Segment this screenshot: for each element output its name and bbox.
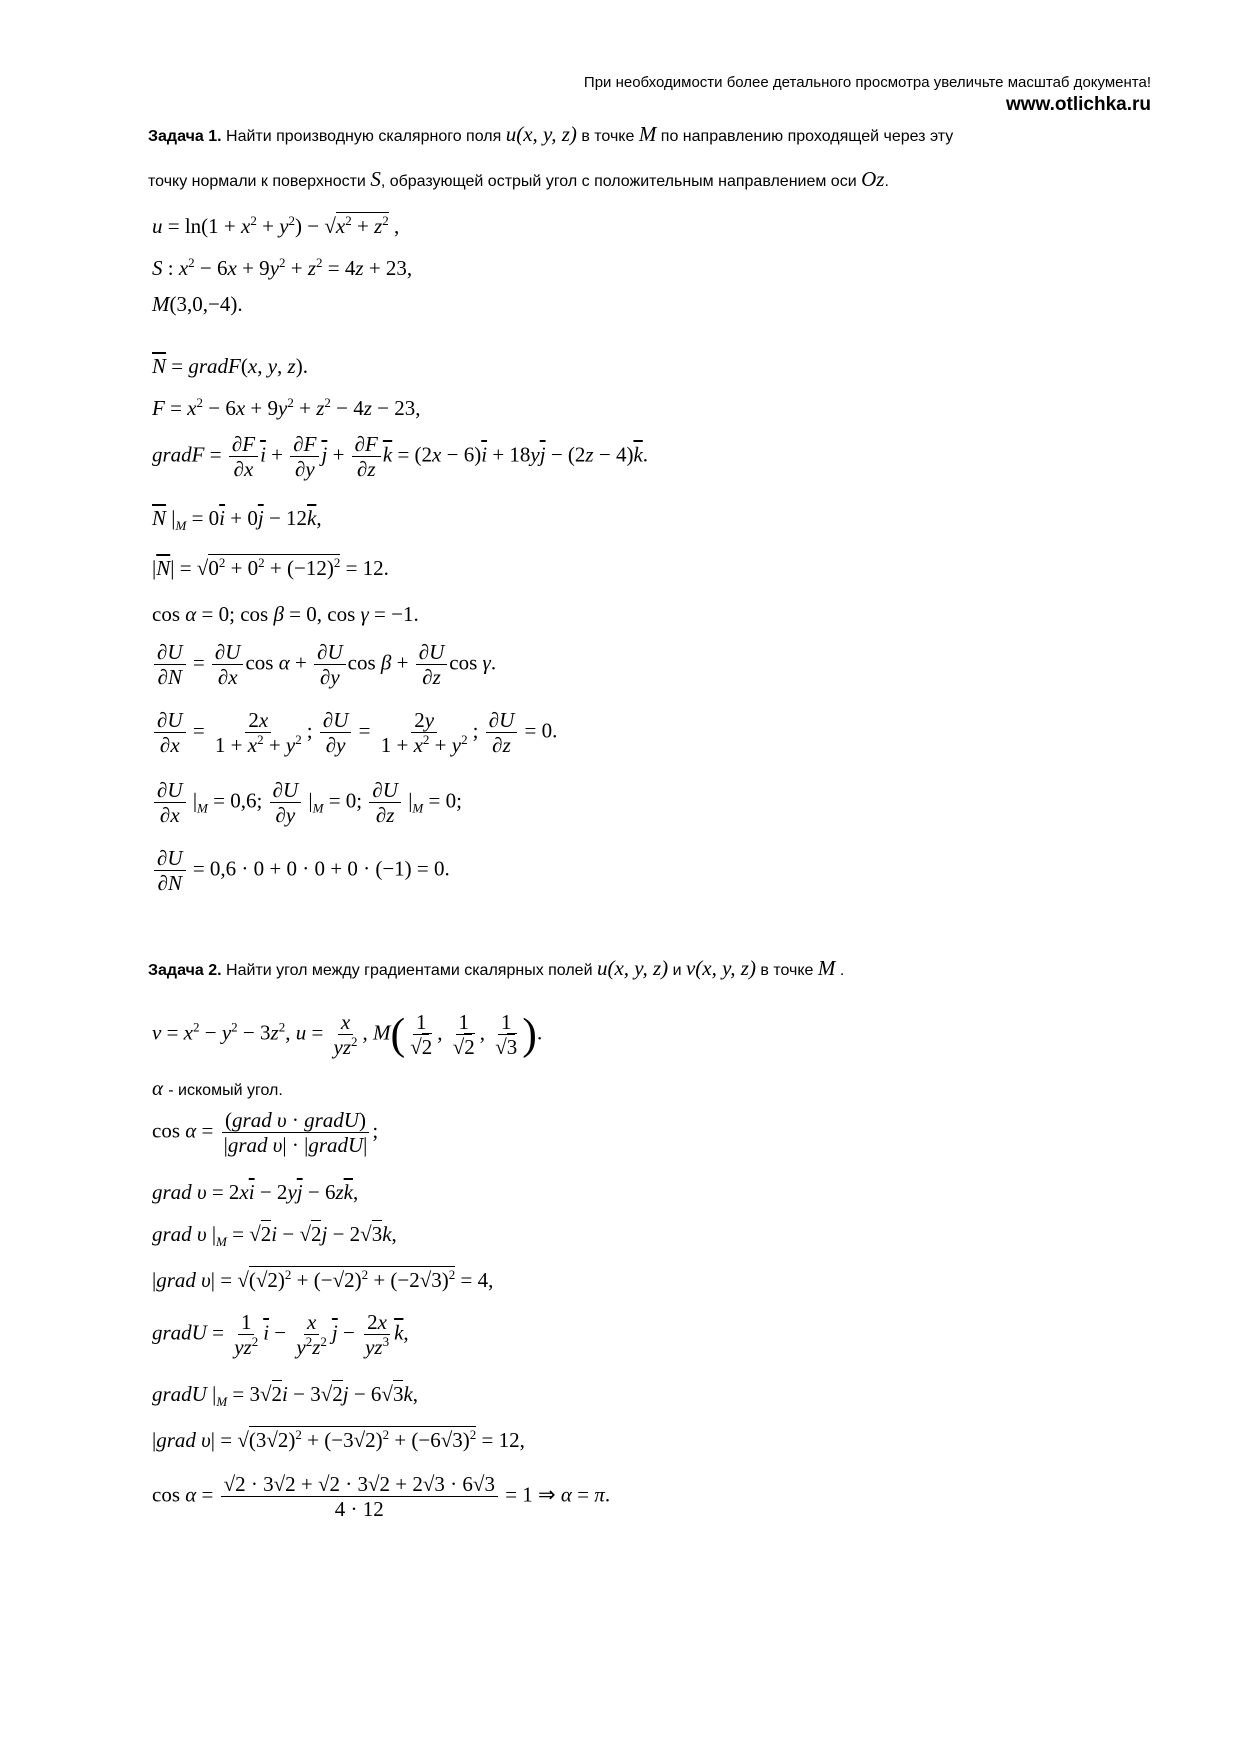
task2-text-and: и [672,962,682,979]
formula-partials-at-M: $\frac{\partial U}{\partial x}$ $|_M = 0,6$; $\frac{\partial U}{\partial y}$ $|_M = 0$; $\frac{\partial U}{\partial z}$ $|_M = 0$; [152,778,462,827]
formula-partials: $\frac{\partial U}{\partial x}$ = $\frac{2x}{1 + x^2 + y^2}$ ; $\frac{\partial U}{\partial y}$ = $\frac{2y}{1 + x^2 + y^2}$ ; $\frac{\partial U}{\partial z}$ = 0. [152,708,557,757]
formula-cosines: cos α = 0; cos β = 0, cos γ = −1. [152,602,419,626]
task1-point-M: M [638,122,657,146]
alpha-note-line: α - искомый угол. [152,1076,283,1100]
task1-line2: точку нормали к поверхности S, образующей острый угол с положительным направлением оси Oz. [148,167,889,191]
task2-text-b: в точке [760,962,814,979]
task2-text-a: Найти угол между градиентами скалярных полей [226,962,593,979]
header-note: При необходимости более детального просмотра увеличьте масштаб документа! [583,74,1151,91]
formula-gradF: gradF = $\frac{\partial F}{\partial x}$ $\overline{i}$ + $\frac{\partial F}{\partial y}$ $\overline{j}$ + $\frac{\partial F}{\partial z}$ $\overline{k} = (2x - 6)\overline{i} + 18y\overline{j} - (2z - 4)\overline{k}$. [152,432,649,482]
task1-text-c: по направлению проходящей через эту [660,128,954,145]
formula-grad-v-norm: |grad $\upsilon| = √(√2)^2 + (-√2)^2 + (-2√3)^2 = 4$, [152,1267,494,1292]
formula-result2: cos α = $\frac{√2 \cdot 3√2 + √2 \cdot 3√2 + 2√3 \cdot 6√3}{4 \cdot 12}$ = 1 ⇒ α = π. [152,1472,611,1522]
task2-label: Задача 2. [148,962,222,979]
formula-u: $u = \ln(1 + x^2 + y^2) - √x^2 + z^2$ , [152,213,400,238]
task2-field-v: v(x, y, z) [685,956,756,980]
task2-line: Задача 2. Найти угол между градиентами скалярных полей u(x, y, z) и v(x, y, z) в точке M . [148,956,845,980]
formula-grad-U: gradU = $\frac{1}{yz^2}$ $\overline{i}$ − $\frac{x}{y^2z^2}$ $\overline{j}$ − $\frac{2x}{yz^3}$ $\overline{k}$, [152,1310,409,1360]
task1-text-e: , образующей острый угол с положительным направлением оси [380,173,857,190]
formula-result1: $\frac{\partial U}{\partial N}$ = 0,6 · 0 + 0 · 0 + 0 · (−1) = 0. [152,846,450,895]
formula-S: S : $x^2 - 6x + 9y^2 + z^2 = 4z + 23$, [152,255,413,280]
formula-cos-alpha: cos α = $\frac{\text{(grad υ · gradU)}}{\text{|grad υ| · |gradU|}}$ ; [152,1108,379,1158]
formula-grad-U-at-M: gradU $|_M = 3√2i - 3√2j - 6√3k$, [152,1382,419,1410]
task2-point-M: M [817,956,836,980]
formula-F: $F = x^2 - 6x + 9y^2 + z^2 - 4z - 23$, [152,395,421,420]
task2-field-u: u(x, y, z) [596,956,669,980]
task1-field-u: u(x, y, z) [505,122,577,146]
formula-grad-v: grad $\upsilon = 2x\overline{i} - 2y\overline{j} - 6z\overline{k}$, [152,1180,359,1204]
formula-N-norm: $|\overline{N}| = √0^2 + 0^2 + (-12)^2 = 12$. [152,555,389,580]
task1-text-d: точку нормали к поверхности [148,173,366,190]
task1-line1 [148,122,953,147]
alpha-note: - искомый угол. [168,1082,283,1099]
task1-text-b: в точке [581,128,635,145]
formula-dU-dN: $\frac{\partial U}{\partial N}$ = $\frac{\partial U}{\partial x}$ cos α + $\frac{\partial U}{\partial y}$ cos β + $\frac{\partial U}{\partial z}$ cos γ. [152,640,496,689]
formula-M: M(3,0,−4). [152,292,243,316]
formula-v-u-M: $v = x^2 - y^2 - 3z^2$, u = $\frac{x}{yz^2}$ , M( $\frac{1}{√2}$ , $\frac{1}{√2}$ , $\frac{1}{√3}$ ). [152,1009,543,1060]
task1-surface-S: S [370,167,381,191]
formula-grad-v-at-M: grad υ $|_M = √2i - √2j - 2√3k$, [152,1222,397,1250]
task1-axis-Oz: Oz [861,167,885,191]
header-site[interactable]: www.otlichka.ru [1006,94,1151,115]
formula-grad-U-norm: |grad $\upsilon| = √(3√2)^2 + (-3√2)^2 + (-6√3)^2 = 12$, [152,1427,525,1452]
formula-N-at-M: $\overline{N}$ $|_M = 0\overline{i} + 0\overline{j} - 12\overline{k}$, [152,506,322,534]
formula-N-def: $\overline{N}$ = gradF(x, y, z). [152,354,308,378]
task1-label: Задача 1. [148,128,222,145]
task1-text-a: Найти производную скалярного поля [226,128,502,145]
